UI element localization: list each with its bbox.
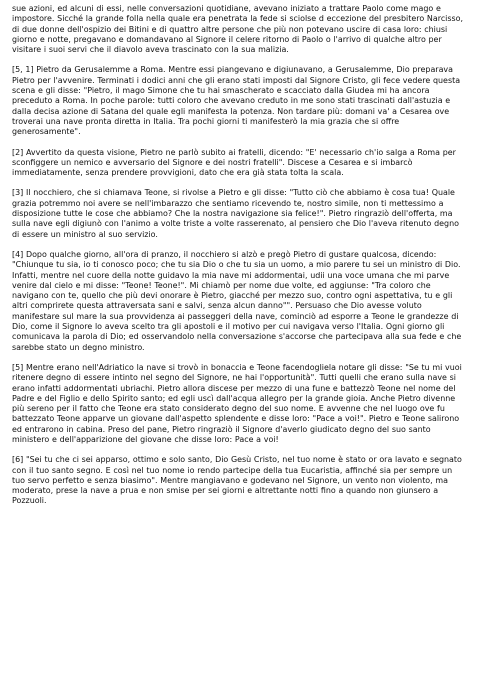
paragraph-5-1: [5, 1] Pietro da Gerusalemme a Roma. Mentre essi piangevano e digiunavano, a Gerusalemme, Dio preparava Pietro per l'avvenire. Terminati i dodici anni che gli erano stati imposti dal Signore Cristo, gli fece vedere questa scena e gli disse: "Pietro, il mago Simone che tu hai smascherato e scacciato dalla Giudea mi ha ancora preceduto a Roma. In poche parole: tutti coloro che avevano creduto in me sono stati trascinati dall'astuzia e dalla decisa azione di Satana del quale egli manifesta la potenza. Non tardare più: domani va' a Cesarea ove troverai una nave pronta diretta in Italia. Tra pochi giorni ti manifesterò la mia grazia che si offre generosamente". [12, 65, 461, 137]
paragraph-intro: sue azioni, ed alcuni di essi, nelle conversazioni quotidiane, avevano iniziato a trattare Paolo come mago e impostore. Sicché la grande folla nella quale era penetrata la fede si sciolse d eccezione del presbitero Narcisso, di due donne dell'ospizio dei Bitini e di quattro altre persone che più non potevano uscire di casa loro: chiusi giorno e notte, pregavano e domandavano al Signore il celere ritorno di Paolo o l'arrivo di qualche altro per visitare i suoi servi che il diavolo aveva trascinato con la sua malizia. [12, 4, 464, 55]
paragraph-5-2: [2] Avvertito da questa visione, Pietro ne parlò subito ai fratelli, dicendo: "E' necessario ch'io salga a Roma per sconfiggere un nemico e avversario del Signore e dei nostri fratelli". Discese a Cesarea e si imbarcò immediatamente, senza prendere provvigioni, dato che era già stata tolta la scala. [12, 147, 456, 178]
paragraph-5-6: [6] "Sei tu che ci sei apparso, ottimo e solo santo, Dio Gesù Cristo, nel tuo nome è stato or ora lavato e segnato con il tuo santo segno. E così nel tuo nome io rendo partecipe della tua Eucaristia, affinché sia per sempre un tuo servo perfetto e senza biasimo". Mentre mangiavano e godevano nel Signore, un vento non violento, ma moderato, prese la nave a prua e non smise per sei giorni e altrettante notti fino a quando non giunsero a Pozzuoli. [12, 455, 462, 506]
paragraph-5-4: [4] Dopo qualche giorno, all'ora di pranzo, il nocchiero si alzò e pregò Pietro di gustare qualcosa, dicendo: "Chiunque tu sia, io ti conosco poco; che tu sia Dio o che tu sia un uomo, a mio parere tu sei un ministro di Dio. Infatti, mentre nel cuore della notte guidavo la mia nave mi addormentai, udii una voce umana che mi parve venire dal cielo e mi disse: "Teone! Teone!". Mi chiamò per nome due volte, ed aggiunse: "Tra coloro che navigano con te, quello che più devi onorare è Pietro, giacché per mezzo suo, contro ogni aspettativa, tu e gli altri comprirete questa attraversata sani e salvi, senza alcun danno"". Persuaso che Dio avesse voluto manifestare sul mare la sua provvidenza ai passeggeri della nave, cominciò ad esporre a Teone le grandezze di Dio, come il Signore lo aveva scelto tra gli apostoli e il motivo per cui navigava verso l'Italia. Ogni giorno gli comunicava la parola di Dio; ed osservandolo nella conversazione s'accorse che partecipava alla sua fede e che sarebbe stato un degno ministro. [12, 249, 462, 352]
paragraph-5-5: [5] Mentre erano nell'Adriatico la nave si trovò in bonaccia e Teone facendogliela notare gli disse: "Se tu mi vuoi ritenere degno di essere intinto nel segno del Signore, ne hai l'opportunità". Tutti quelli che erano sulla nave si erano infatti addormentati ubriachi. Pietro allora discese per mezzo di una fune e battezzò Teone nel nome del Padre e del Figlio e dello Spirito santo; ed egli uscì dall'acqua allegro per la grande gioia. Anche Pietro divenne più sereno per il fatto che Teone era stato considerato degno del suo nome. E avvenne che nel luogo ove fu battezzato Teone apparve un giovane dall'aspetto splendente e disse loro: "Pace a voi!". Pietro e Teone salirono ed entrarono in cabina. Preso del pane, Pietro ringraziò il Signore d'averlo giudicato degno del suo santo ministero e dell'apparizione del giovane che disse loro: Pace a voi! [12, 362, 462, 444]
paragraph-5-3: [3] Il nocchiero, che si chiamava Teone, si rivolse a Pietro e gli disse: "Tutto ciò che abbiamo è cosa tua! Quale grazia potremmo noi avere se nell'imbarazzo che sentiamo ricevendo te, nostro simile, non ti mettessimo a disposizione tutte le cose che abbiamo? Che la nostra navigazione sia felice!". Pietro ringraziò dell'offerta, ma sulla nave egli digiunò con l'animo a volte triste a volte rasserenato, al pensiero che Dio l'aveva ritenuto degno di essere un ministro al suo servizio. [12, 188, 459, 239]
